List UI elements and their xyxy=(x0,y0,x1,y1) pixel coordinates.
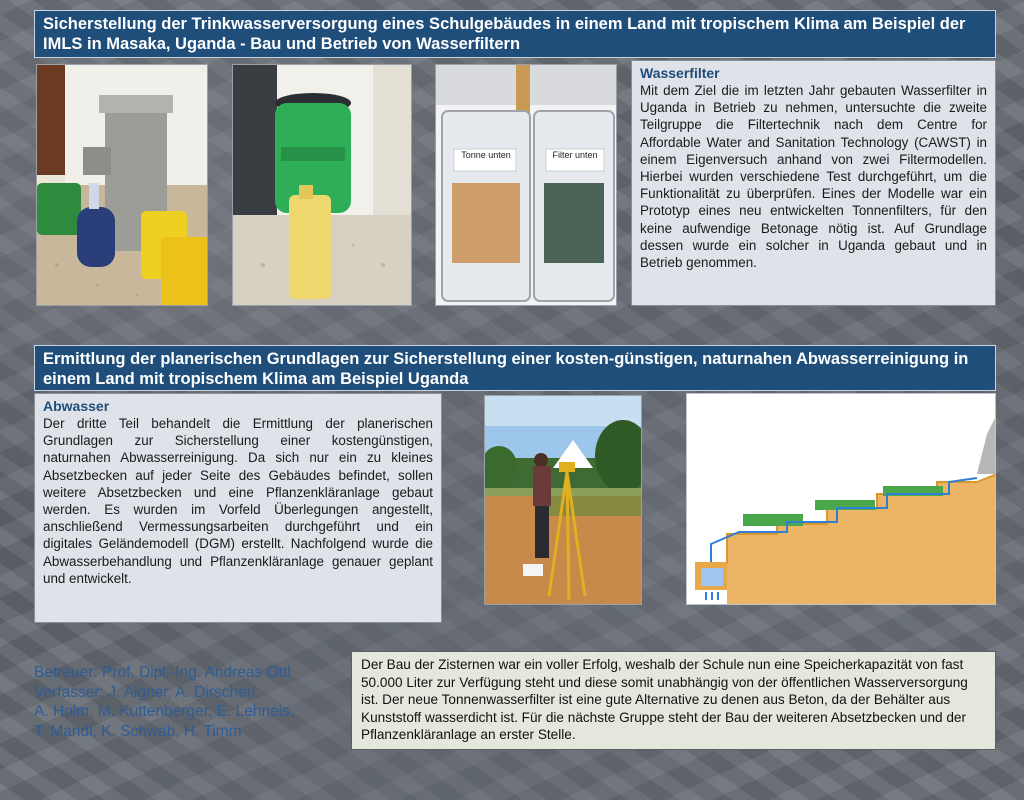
credits-authors-line1: Verfasser: J. Aigner, A. Dirscherl, xyxy=(34,683,260,701)
wetland-cross-section-diagram xyxy=(686,393,996,605)
barrel-filter-photo xyxy=(232,64,412,306)
credits-authors-line2: A. Holm, M. Kuttenberger, E. Lehneis, xyxy=(34,703,295,720)
credits-authors-line3: T. Mandl, K. Schwab, H. Timm xyxy=(34,722,242,740)
section-title-abwasser: Ermittlung der planerischen Grundlagen zur Sicherstellung einer kosten-günstigen, naturnahen Abwasserreinigung in einem Land mit tropischem Klima am Beispiel Uganda xyxy=(34,345,996,391)
surveying-photo xyxy=(484,395,642,605)
wasserfilter-text: Mit dem Ziel die im letzten Jahr gebauten Wasserfilter in Uganda in Betrieb zu nehmen, untersuchte die zweite Teilgruppe die Filtertechnik nach dem Centre for Affordable Water and Sanitation Technology (CAWST) in einem Eigenversuch anhand von zwei Filtermodellen. Hierbei wurden verschiedene Test durchgeführt, um die Funktionalität zu überprüfen. Eines der Modelle war ein Prototyp eines neu entwickelten Tonnenfilters, für den keine aufwendige Betonage nötig ist. Auf Grundlage dessen wurde ein solcher in Uganda gebaut und in Betrieb genommen. xyxy=(640,83,987,271)
concrete-filter-photo xyxy=(36,64,208,306)
abwasser-heading: Abwasser xyxy=(43,398,110,414)
wasserfilter-heading: Wasserfilter xyxy=(640,65,720,81)
beaker-left-label: Tonne unten xyxy=(461,150,511,160)
wasserfilter-panel xyxy=(631,60,996,306)
credits-block xyxy=(34,663,334,741)
abwasser-panel xyxy=(34,393,442,623)
conclusion-box xyxy=(351,651,996,750)
beaker-comparison-photo xyxy=(435,64,617,306)
beaker-right-label: Filter unten xyxy=(552,150,598,160)
credits-supervisor: Betreuer: Prof. Dipl.-Ing. Andreas Ottl xyxy=(34,664,291,681)
conclusion-text: Der Bau der Zisternen war ein voller Erfolg, weshalb der Schule nun eine Speicherkapazität von fast 50.000 Liter zur Verfügung steht und diese somit unabhängig von der öffentlichen Wasserversorgung ist. Der neue Tonnenwasserfilter ist eine gute Alternative zu denen aus Beton, da der Behälter aus Kunststoff wasserdicht ist. Für die nächste Gruppe steht der Bau der weiteren Absetzbecken und der Pflanzenkläranlage an erster Stelle. xyxy=(361,657,968,743)
section-title-trinkwasser: Sicherstellung der Trinkwasserversorgung eines Schulgebäudes in einem Land mit tropischem Klima am Beispiel der IMLS in Masaka, Uganda - Bau und Betrieb von Wasserfiltern xyxy=(34,10,996,58)
abwasser-text: Der dritte Teil behandelt die Ermittlung der planerischen Grundlagen zur Sicherstellung einer kostengünstigen, naturnahen Abwasserreinigung. Da sich nur ein zu kleines Absetzbecken auf jeder Seite des Gebäudes befindet, sollen weitere Absetzbecken und eine Pflanzenkläranlage gebaut werden. Es wurden im Vorfeld Überlegungen angestellt, anschließend Vermessungsarbeiten durchgeführt und ein digitales Geländemodell (DGM) erstellt. Nachfolgend wurde die Abwasserbehandlung und Pflanzenkläranlage genauer geplant und entwickelt. xyxy=(43,416,433,586)
